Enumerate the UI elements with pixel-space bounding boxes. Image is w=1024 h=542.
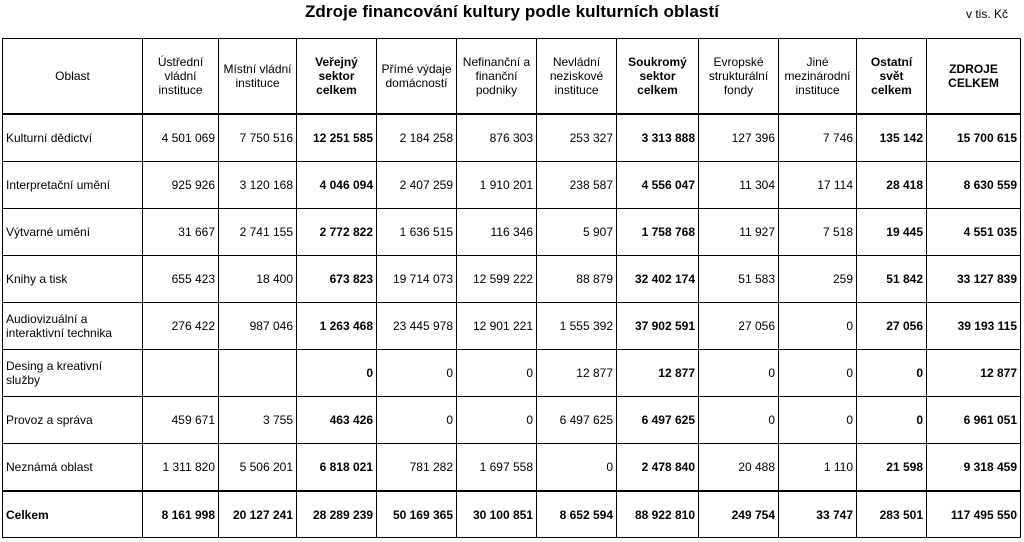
table-cell: 39 193 115 bbox=[927, 303, 1021, 350]
table-cell: 2 478 840 bbox=[617, 444, 699, 492]
table-cell: 17 114 bbox=[779, 162, 857, 209]
table-cell: 238 587 bbox=[537, 162, 617, 209]
table-cell: 3 755 bbox=[219, 397, 297, 444]
column-header: Oblast bbox=[3, 39, 143, 115]
table-row bbox=[3, 303, 1021, 350]
table-cell: 12 877 bbox=[537, 350, 617, 397]
table-cell: 127 396 bbox=[699, 114, 779, 162]
table-cell: 50 169 365 bbox=[377, 491, 457, 538]
table-cell: 655 423 bbox=[143, 256, 219, 303]
row-label: Neznámá oblast bbox=[3, 444, 143, 492]
table-cell: 6 961 051 bbox=[927, 397, 1021, 444]
table-cell: 0 bbox=[857, 397, 927, 444]
table-cell: 0 bbox=[779, 350, 857, 397]
table-cell: 12 901 221 bbox=[457, 303, 537, 350]
table-cell: 4 551 035 bbox=[927, 209, 1021, 256]
table-cell: 4 501 069 bbox=[143, 114, 219, 162]
table-cell: 3 120 168 bbox=[219, 162, 297, 209]
financing-table bbox=[2, 38, 1021, 538]
table-cell: 276 422 bbox=[143, 303, 219, 350]
table-row bbox=[3, 350, 1021, 397]
table-cell: 6 497 625 bbox=[617, 397, 699, 444]
table-cell: 51 583 bbox=[699, 256, 779, 303]
row-label: Desing a kreativní služby bbox=[3, 350, 143, 397]
table-cell: 12 877 bbox=[617, 350, 699, 397]
table-cell: 987 046 bbox=[219, 303, 297, 350]
table-cell: 7 746 bbox=[779, 114, 857, 162]
column-header: Nevládní neziskové instituce bbox=[537, 39, 617, 115]
table-cell: 28 289 239 bbox=[297, 491, 377, 538]
table-cell bbox=[143, 350, 219, 397]
table-cell: 3 313 888 bbox=[617, 114, 699, 162]
table-cell: 4 046 094 bbox=[297, 162, 377, 209]
table-cell: 1 910 201 bbox=[457, 162, 537, 209]
table-cell: 459 671 bbox=[143, 397, 219, 444]
row-label: Audiovizuální a interaktivní technika bbox=[3, 303, 143, 350]
table-cell: 1 697 558 bbox=[457, 444, 537, 492]
table-cell bbox=[219, 350, 297, 397]
table-cell: 8 630 559 bbox=[927, 162, 1021, 209]
table-cell: 253 327 bbox=[537, 114, 617, 162]
column-header: Místní vládní instituce bbox=[219, 39, 297, 115]
table-cell: 18 400 bbox=[219, 256, 297, 303]
table-cell: 5 506 201 bbox=[219, 444, 297, 492]
table-cell: 673 823 bbox=[297, 256, 377, 303]
table-cell: 20 127 241 bbox=[219, 491, 297, 538]
table-cell: 876 303 bbox=[457, 114, 537, 162]
table-cell: 88 922 810 bbox=[617, 491, 699, 538]
table-cell: 781 282 bbox=[377, 444, 457, 492]
column-header: Veřejný sektor celkem bbox=[297, 39, 377, 115]
table-cell: 117 495 550 bbox=[927, 491, 1021, 538]
table-cell: 30 100 851 bbox=[457, 491, 537, 538]
table-cell: 20 488 bbox=[699, 444, 779, 492]
table-body bbox=[3, 114, 1021, 538]
table-cell: 6 497 625 bbox=[537, 397, 617, 444]
table-cell: 5 907 bbox=[537, 209, 617, 256]
table-cell: 7 750 516 bbox=[219, 114, 297, 162]
total-row bbox=[3, 491, 1021, 538]
table-cell: 8 652 594 bbox=[537, 491, 617, 538]
table-cell: 1 311 820 bbox=[143, 444, 219, 492]
table-cell: 0 bbox=[779, 397, 857, 444]
table-cell: 0 bbox=[457, 397, 537, 444]
table-cell: 0 bbox=[377, 397, 457, 444]
row-label: Interpretační umění bbox=[3, 162, 143, 209]
table-cell: 116 346 bbox=[457, 209, 537, 256]
table-cell: 6 818 021 bbox=[297, 444, 377, 492]
column-header: Soukromý sektor celkem bbox=[617, 39, 699, 115]
table-cell: 1 555 392 bbox=[537, 303, 617, 350]
row-label: Výtvarné umění bbox=[3, 209, 143, 256]
table-cell: 259 bbox=[779, 256, 857, 303]
table-cell: 12 877 bbox=[927, 350, 1021, 397]
table-cell: 27 056 bbox=[857, 303, 927, 350]
row-label: Kulturní dědictví bbox=[3, 114, 143, 162]
table-cell: 32 402 174 bbox=[617, 256, 699, 303]
table-cell: 31 667 bbox=[143, 209, 219, 256]
table-cell: 1 758 768 bbox=[617, 209, 699, 256]
table-cell: 28 418 bbox=[857, 162, 927, 209]
table-cell: 463 426 bbox=[297, 397, 377, 444]
table-row bbox=[3, 256, 1021, 303]
table-row bbox=[3, 209, 1021, 256]
table-cell: 249 754 bbox=[699, 491, 779, 538]
table-cell: 19 714 073 bbox=[377, 256, 457, 303]
table-cell: 1 110 bbox=[779, 444, 857, 492]
column-header: Evropské strukturální fondy bbox=[699, 39, 779, 115]
table-cell: 33 127 839 bbox=[927, 256, 1021, 303]
table-cell: 11 304 bbox=[699, 162, 779, 209]
table-row bbox=[3, 162, 1021, 209]
table-cell: 1 636 515 bbox=[377, 209, 457, 256]
table-cell: 283 501 bbox=[857, 491, 927, 538]
table-row bbox=[3, 397, 1021, 444]
unit-note: v tis. Kč bbox=[965, 7, 1008, 21]
table-cell: 19 445 bbox=[857, 209, 927, 256]
table-cell: 7 518 bbox=[779, 209, 857, 256]
table-cell: 23 445 978 bbox=[377, 303, 457, 350]
column-header: Ústřední vládní instituce bbox=[143, 39, 219, 115]
table-cell: 4 556 047 bbox=[617, 162, 699, 209]
table-cell: 12 599 222 bbox=[457, 256, 537, 303]
table-cell: 0 bbox=[377, 350, 457, 397]
column-header: Jiné mezinárodní instituce bbox=[779, 39, 857, 115]
table-cell: 12 251 585 bbox=[297, 114, 377, 162]
table-cell: 9 318 459 bbox=[927, 444, 1021, 492]
table-cell: 51 842 bbox=[857, 256, 927, 303]
row-label: Celkem bbox=[3, 491, 143, 538]
table-cell: 11 927 bbox=[699, 209, 779, 256]
table-cell: 135 142 bbox=[857, 114, 927, 162]
table-cell: 21 598 bbox=[857, 444, 927, 492]
column-header: ZDROJE CELKEM bbox=[927, 39, 1021, 115]
header-row bbox=[3, 39, 1021, 115]
table-cell: 0 bbox=[699, 350, 779, 397]
table-cell: 2 741 155 bbox=[219, 209, 297, 256]
table-cell: 2 772 822 bbox=[297, 209, 377, 256]
table-cell: 0 bbox=[857, 350, 927, 397]
table-cell: 27 056 bbox=[699, 303, 779, 350]
table-cell: 2 407 259 bbox=[377, 162, 457, 209]
table-cell: 8 161 998 bbox=[143, 491, 219, 538]
page-title: Zdroje financování kultury podle kulturních oblastí bbox=[304, 2, 720, 21]
table-row bbox=[3, 444, 1021, 492]
table-cell: 0 bbox=[699, 397, 779, 444]
column-header: Přímé výdaje domácností bbox=[377, 39, 457, 115]
table-cell: 37 902 591 bbox=[617, 303, 699, 350]
table-cell: 15 700 615 bbox=[927, 114, 1021, 162]
table-cell: 2 184 258 bbox=[377, 114, 457, 162]
row-label: Provoz a správa bbox=[3, 397, 143, 444]
row-label: Knihy a tisk bbox=[3, 256, 143, 303]
table-cell: 0 bbox=[297, 350, 377, 397]
table-cell: 0 bbox=[457, 350, 537, 397]
table-cell: 33 747 bbox=[779, 491, 857, 538]
table-cell: 0 bbox=[537, 444, 617, 492]
table-cell: 1 263 468 bbox=[297, 303, 377, 350]
table-cell: 0 bbox=[779, 303, 857, 350]
column-header: Nefinanční a finanční podniky bbox=[457, 39, 537, 115]
table-cell: 925 926 bbox=[143, 162, 219, 209]
table-cell: 88 879 bbox=[537, 256, 617, 303]
table-row bbox=[3, 114, 1021, 162]
column-header: Ostatní svět celkem bbox=[857, 39, 927, 115]
